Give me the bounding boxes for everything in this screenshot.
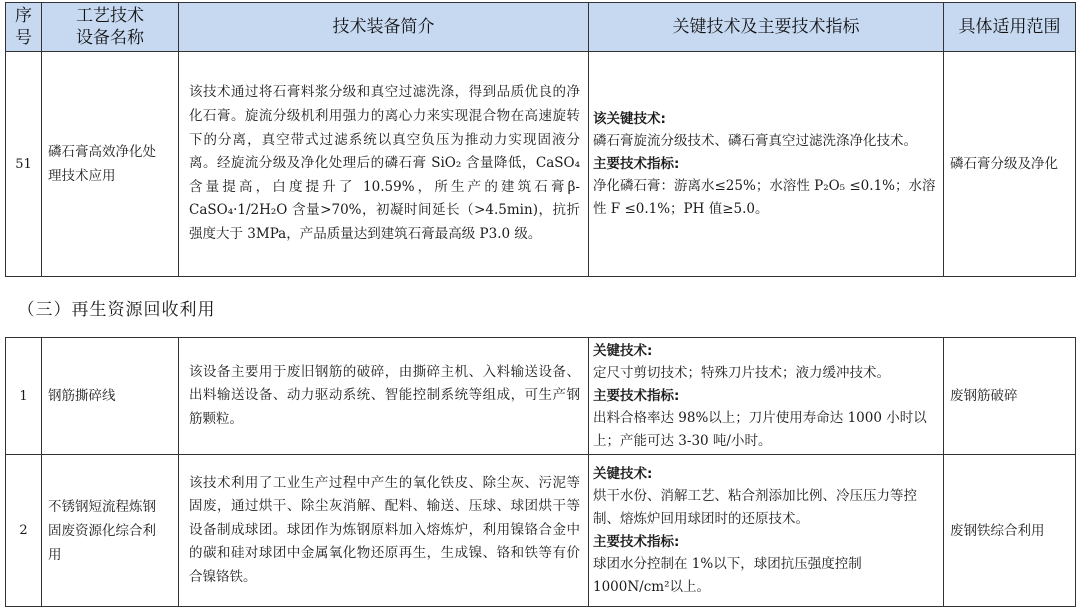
- indicators-text: 球团水分控制在 1%以下，球团抗压强度控制 1000N/cm²以上。: [593, 556, 862, 595]
- row-number: 2: [6, 455, 42, 607]
- row-name: 钢筋撕碎线: [42, 338, 179, 455]
- header-desc: 技术装备简介: [179, 3, 589, 52]
- row-key-tech: [589, 338, 944, 455]
- header-name: 工艺技术 设备名称: [42, 3, 179, 52]
- key-tech-label: 该关键技术:: [593, 110, 666, 127]
- row-name: 磷石膏高效净化处理技术应用: [42, 52, 179, 277]
- row-description: 该技术利用了工业生产过程中产生的氧化铁皮、除尘灰、污泥等固废，通过烘干、除尘灰消解、配料、输送、压球、球团烘干等设备制成球团。球团作为炼钢原料加入熔炼炉，利用镍铬合金中的碳和硅对球团中金属氧化物还原再生，生成镍、铬和铁等有价合镍铬铁。: [179, 455, 589, 607]
- row-key-tech: [589, 52, 944, 277]
- indicators-label: 主要技术指标:: [593, 387, 680, 404]
- section-row: [6, 277, 1076, 338]
- indicators-label: 主要技术指标:: [593, 155, 680, 172]
- header-no: 序 号: [6, 3, 42, 52]
- row-description: 该设备主要用于废旧钢筋的破碎，由撕碎主机、入料输送设备、出料输送设备、动力驱动系统、智能控制系统等组成，可生产钢筋颗粒。: [179, 338, 589, 455]
- row-description: 该技术通过将石膏料浆分级和真空过滤洗涤，得到品质优良的净化石膏。旋流分级机利用强力的离心力来实现混合物在高速旋转下的分离，真空带式过滤系统以真空负压为推动力实现固液分离。经旋流分级及净化处理后的磷石膏 SiO₂ 含量降低，CaSO₄ 含量提高，白度提升了 10.59%，所生产的建筑石膏β-CaSO₄·1/2H₂O 含量>70%，初凝时间延长（>4.5min)，抗折强度大于 3MPa，产品质量达到建筑石膏最高级 P3.0 级。: [179, 52, 589, 277]
- indicators-label: 主要技术指标:: [593, 533, 680, 550]
- row-scope: 废钢筋破碎: [944, 338, 1076, 455]
- key-tech-label: 关键技术:: [593, 465, 653, 482]
- table-row: [6, 455, 1076, 607]
- row-key-tech: [589, 455, 944, 607]
- header-scope: 具体适用范围: [944, 3, 1076, 52]
- table-header-row: [6, 3, 1076, 52]
- row-name: 不锈钢短流程炼钢固废资源化综合利用: [42, 455, 179, 607]
- row-scope: 磷石膏分级及净化: [944, 52, 1076, 277]
- key-tech-label: 关键技术:: [593, 342, 653, 359]
- row-number: 1: [6, 338, 42, 455]
- technology-table: [5, 2, 1076, 607]
- header-key: 关键技术及主要技术指标: [589, 3, 944, 52]
- indicators-text: 净化磷石膏：游离水≤25%；水溶性 P₂O₅ ≤0.1%；水溶性 F ≤0.1%；PH 值≥5.0。: [593, 178, 936, 217]
- key-tech-text: 定尺寸剪切技术；特殊刀片技术；液力缓冲技术。: [593, 365, 890, 382]
- key-tech-text: 磷石膏旋流分级技术、磷石膏真空过滤洗涤净化技术。: [593, 133, 917, 150]
- row-number: 51: [6, 52, 42, 277]
- key-tech-text: 烘干水份、消解工艺、粘合剂添加比例、冷压压力等控制、熔炼炉回用球团时的还原技术。: [593, 488, 917, 527]
- indicators-text: 出料合格率达 98%以上；刀片使用寿命达 1000 小时以上；产能可达 3-30 吨/小时。: [593, 410, 927, 449]
- section-heading: （三）再生资源回收利用: [6, 277, 1076, 338]
- row-scope: 废钢铁综合利用: [944, 455, 1076, 607]
- table-row: [6, 338, 1076, 455]
- table-row: [6, 52, 1076, 277]
